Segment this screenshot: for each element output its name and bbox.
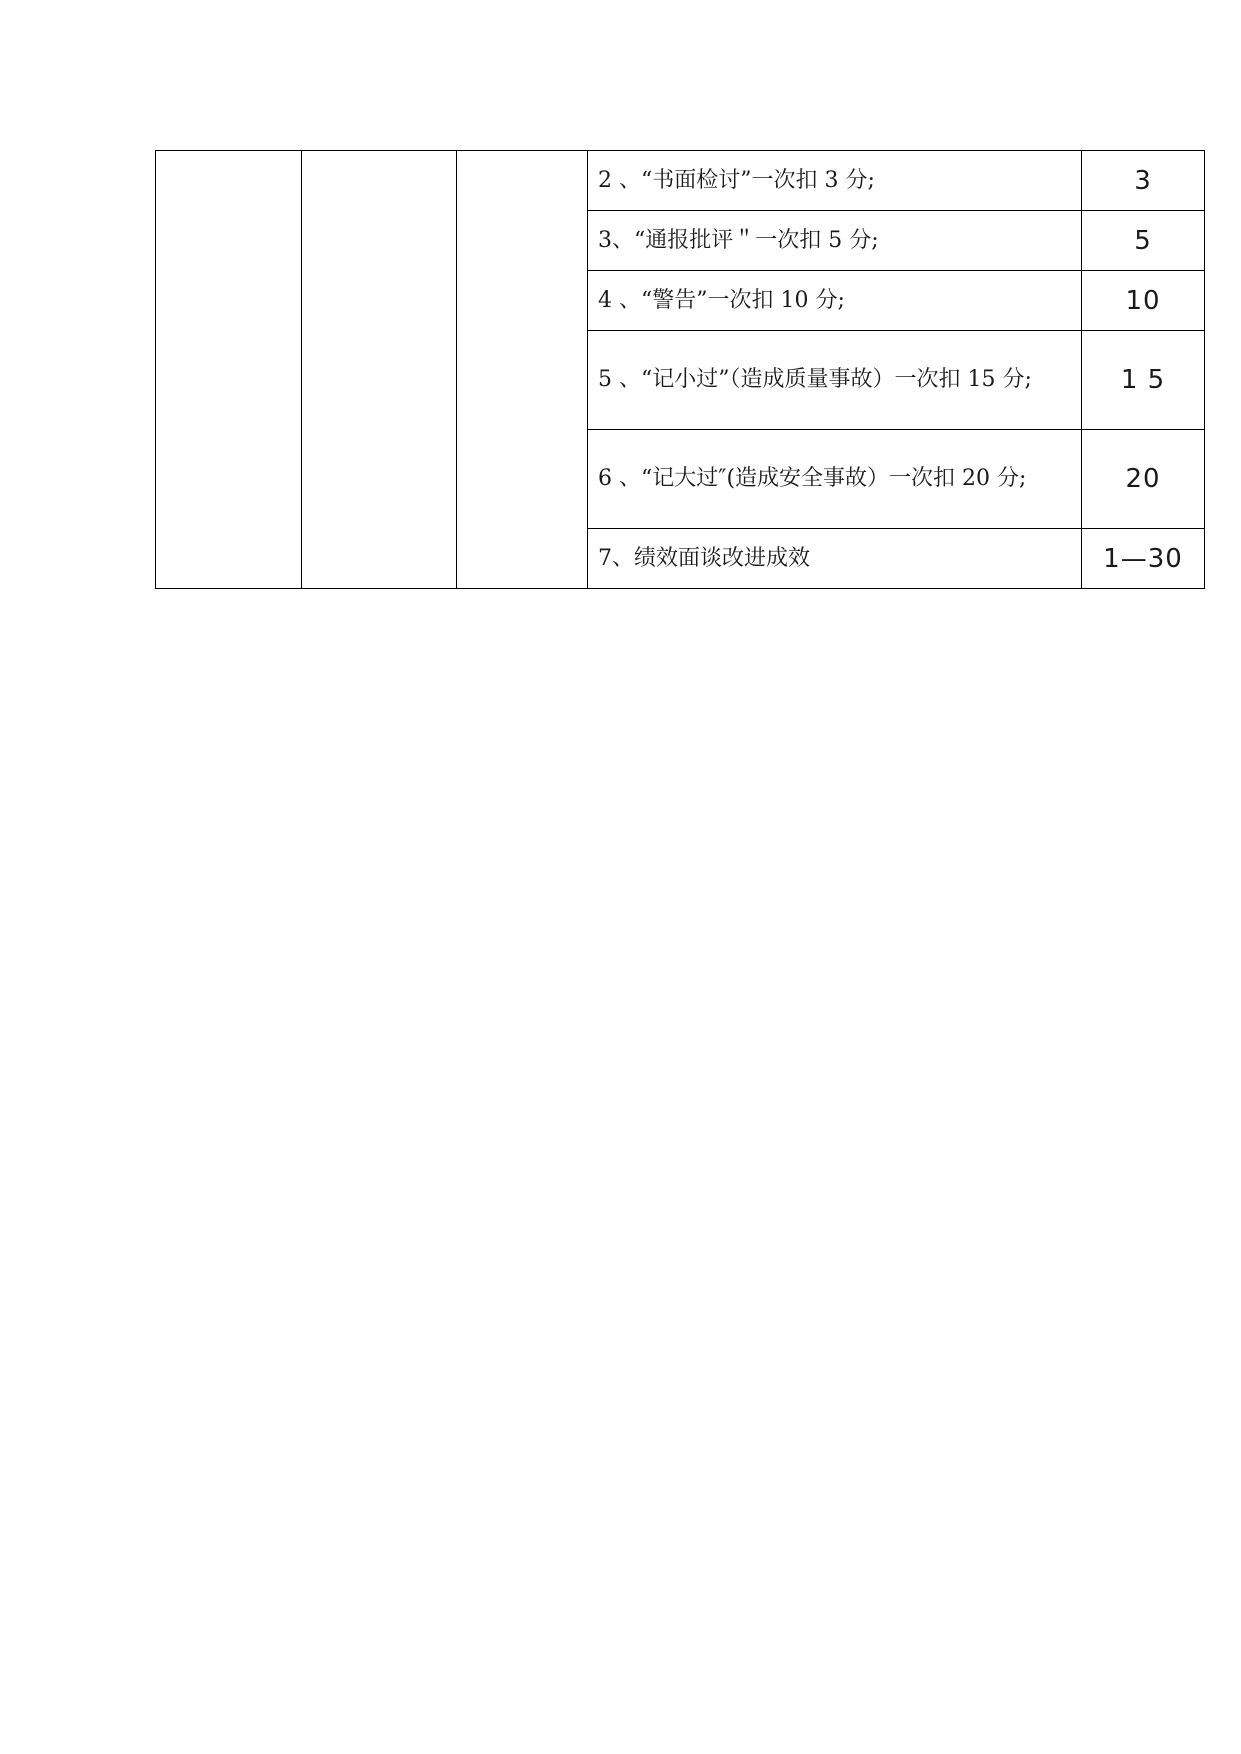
deduction-score-table (155, 150, 1205, 589)
score-cell: 5 (1082, 211, 1205, 271)
score-cell: 1 5 (1082, 331, 1205, 430)
blank-column-3-cell (457, 151, 588, 589)
score-cell: 10 (1082, 271, 1205, 331)
score-cell: 3 (1082, 151, 1205, 211)
blank-column-2-cell (302, 151, 457, 589)
rule-cell: 3、“通报批评＂一次扣 5 分; (588, 211, 1082, 271)
rule-cell: 6 、“记大过″(造成安全事故）一次扣 20 分; (588, 430, 1082, 529)
table-row (156, 151, 1205, 211)
rule-cell: 4 、“警告”一次扣 10 分; (588, 271, 1082, 331)
rule-cell: 7、绩效面谈改进成效 (588, 529, 1082, 589)
blank-column-1-cell (156, 151, 302, 589)
score-cell: 20 (1082, 430, 1205, 529)
rule-cell: 2 、“书面检讨”一次扣 3 分; (588, 151, 1082, 211)
score-cell: 1—30 (1082, 529, 1205, 589)
rule-cell: 5 、“记小过”（造成质量事故）一次扣 15 分; (588, 331, 1082, 430)
